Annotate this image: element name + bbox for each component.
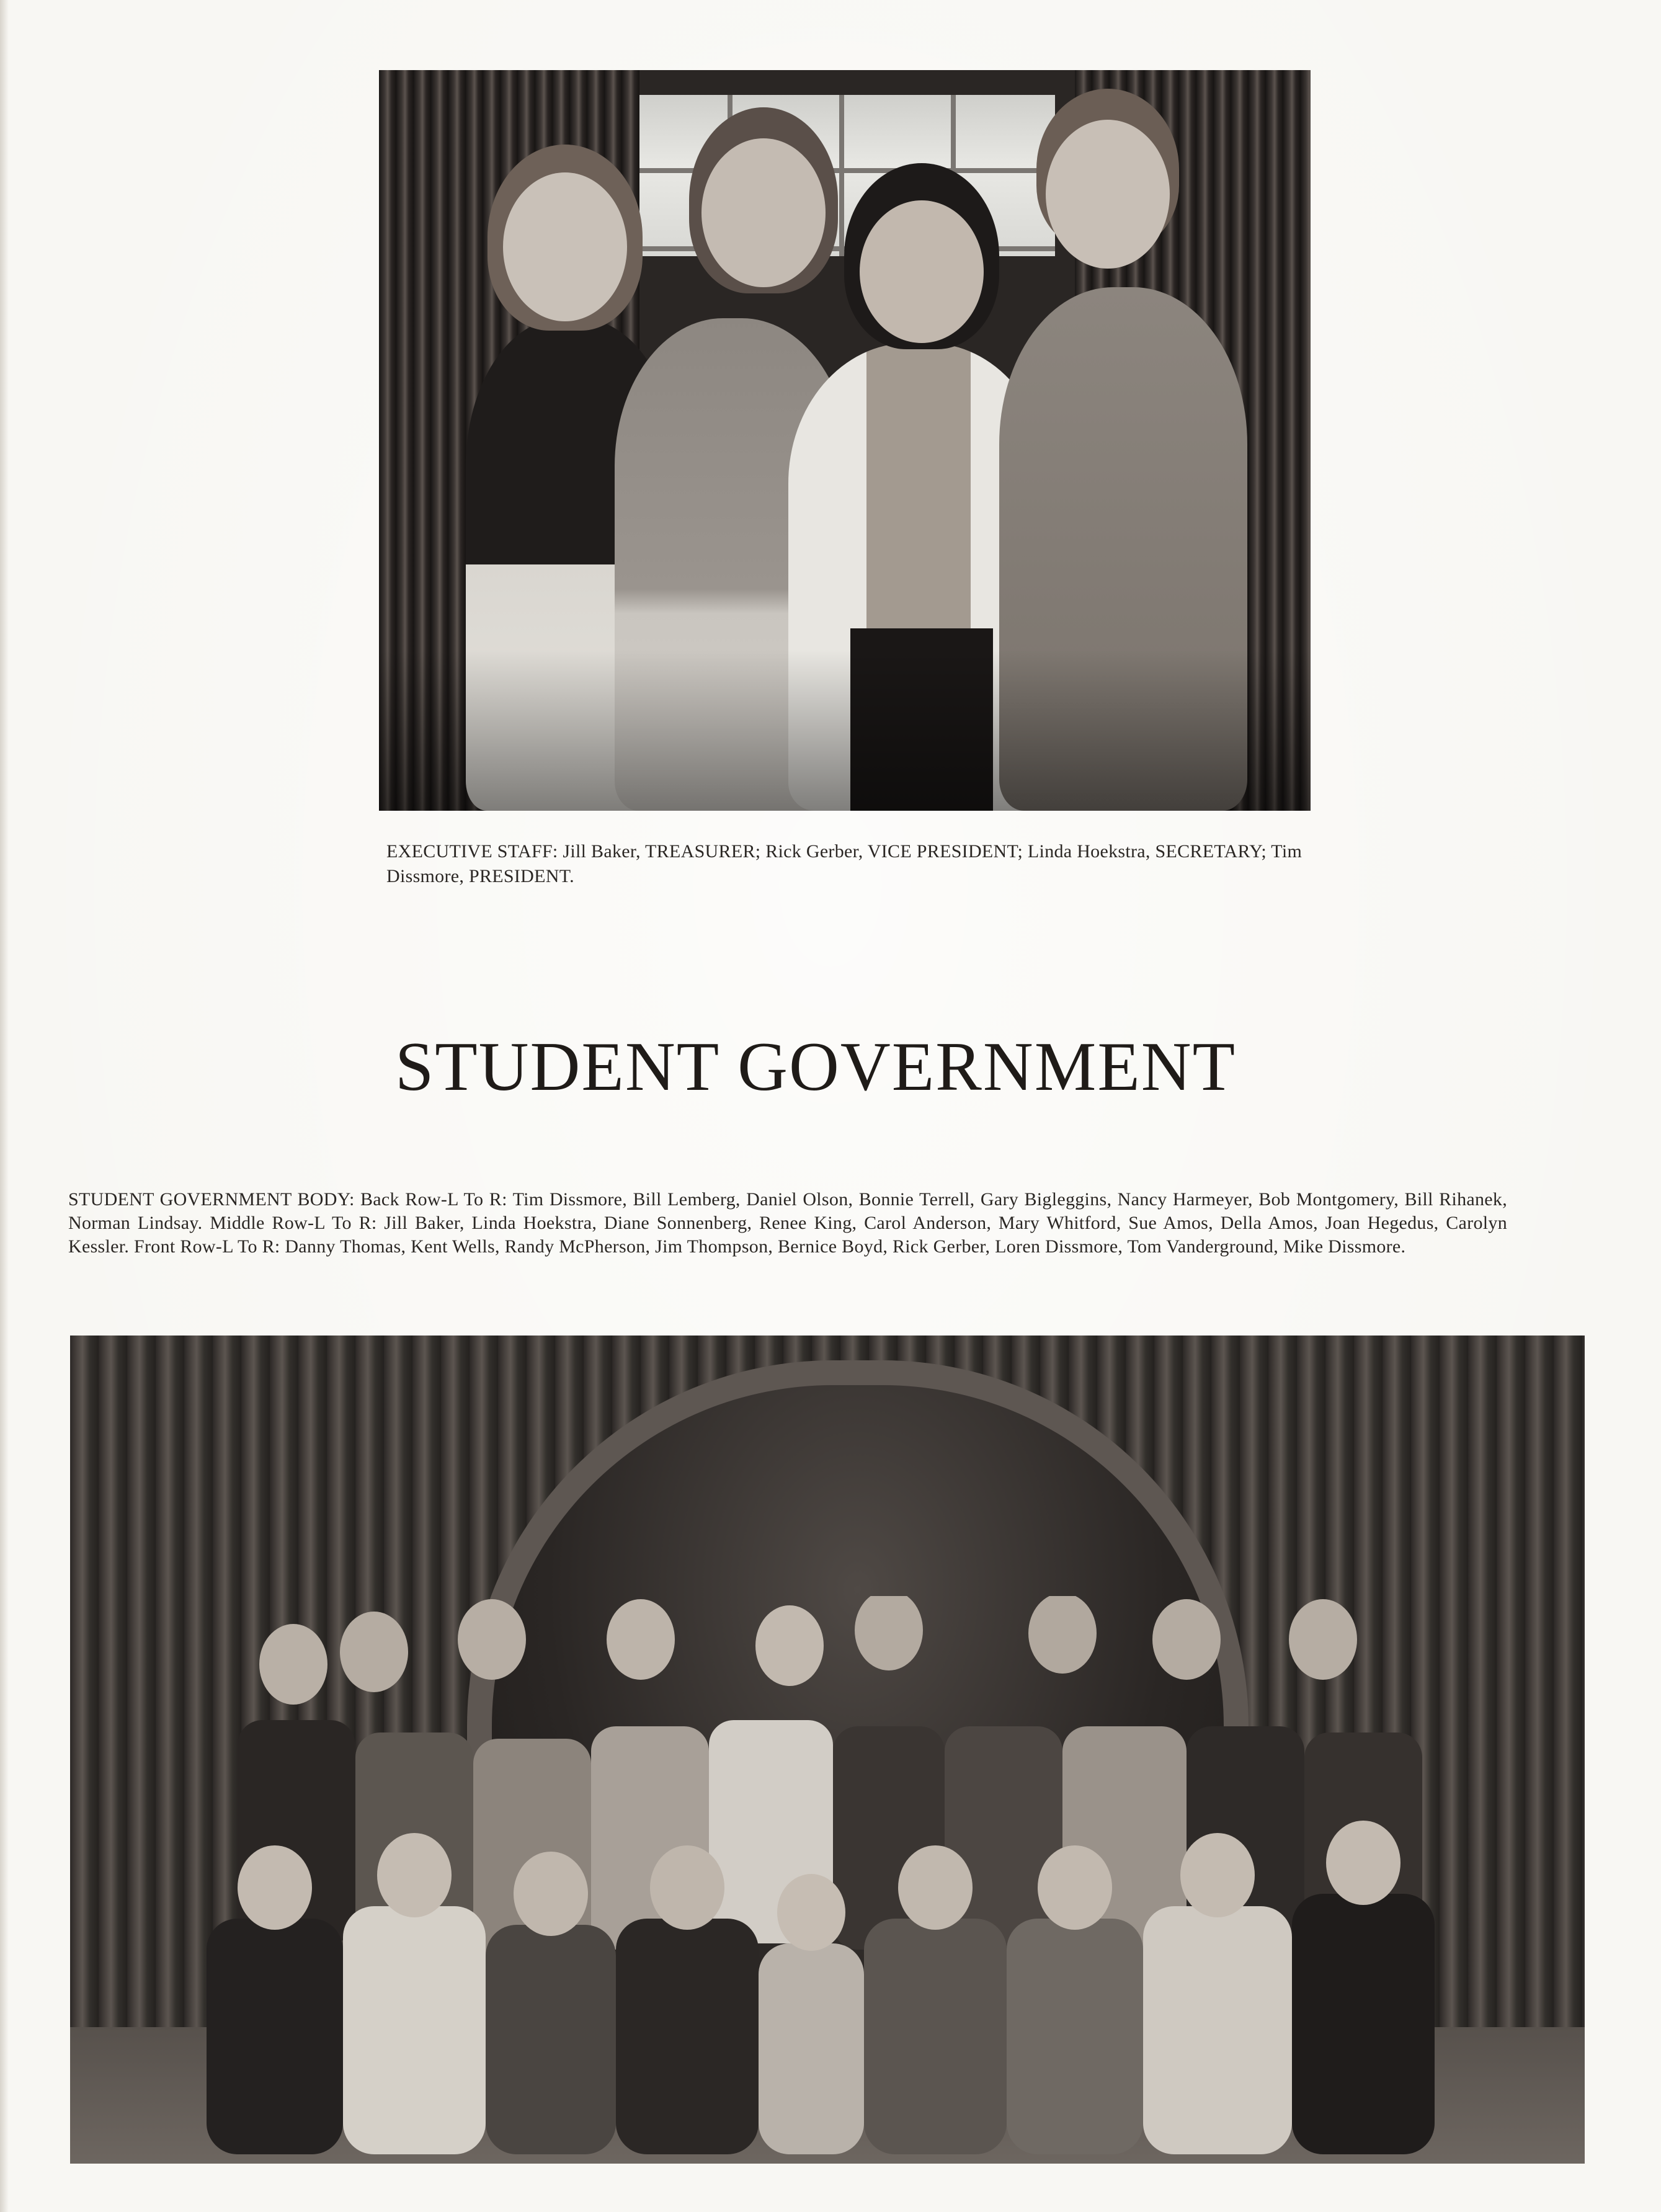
executive-staff-photo <box>379 70 1311 811</box>
page-title <box>0 1027 1661 1107</box>
photo-shading <box>379 649 1311 811</box>
face <box>701 138 826 287</box>
face <box>1046 120 1170 269</box>
back-row <box>259 1596 1357 1705</box>
group-of-students <box>169 1596 1534 2154</box>
face <box>860 200 984 343</box>
page-title-text: STUDENT GOVERNMENT <box>394 1028 1237 1106</box>
student-government-body-photo <box>70 1336 1585 2164</box>
executive-staff-caption: EXECUTIVE STAFF: Jill Baker, TREASURER; Rick Gerber, VICE PRESIDENT; Linda Hoekstra, SECRETARY; Tim Dissmore, PRESIDENT. <box>386 841 1303 886</box>
face <box>503 172 627 321</box>
student-government-body-caption: STUDENT GOVERNMENT BODY: Back Row-L To R: Tim Dissmore, Bill Lemberg, Daniel Olson, Bonnie Terrell, Gary Bigleggins, Nancy Harmeyer, Bob Montgomery, Bill Rihanek, Norman Lindsay. Middle Row-L To R: Jill Baker, Linda Hoekstra, Diane Sonnenberg, Renee King, Carol Anderson, Mary Whitford, Sue Amos, Della Amos, Joan Hegedus, Carolyn Kessler. Front Row-L To R: Danny Thomas, Kent Wells, Randy McPherson, Jim Thompson, Bernice Boyd, Rick Gerber, Loren Dissmore, Tom Vanderground, Mike Dissmore. <box>68 1189 1507 1257</box>
